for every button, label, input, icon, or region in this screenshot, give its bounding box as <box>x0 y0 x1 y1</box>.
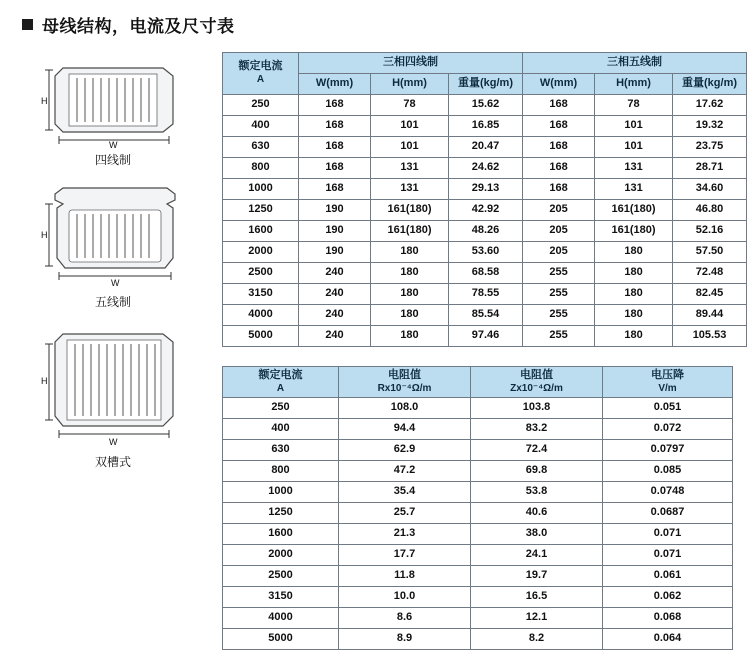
cell-voltage-drop: 0.068 <box>603 608 733 629</box>
cell-current: 1250 <box>223 200 299 221</box>
cell-5w-height: 78 <box>595 95 673 116</box>
page-title <box>0 0 750 37</box>
cell-5w-weight: 89.44 <box>673 305 747 326</box>
cell-current: 2500 <box>223 566 339 587</box>
cell-impedance: 24.1 <box>471 545 603 566</box>
title-marker-icon <box>22 19 33 30</box>
cell-5w-width: 168 <box>523 179 595 200</box>
table-row <box>223 545 733 566</box>
cell-current: 630 <box>223 137 299 158</box>
cell-4w-weight: 42.92 <box>449 200 523 221</box>
cell-current: 1250 <box>223 503 339 524</box>
cell-5w-weight: 34.60 <box>673 179 747 200</box>
five-wire-busbar-diagram <box>23 178 203 290</box>
table-row <box>223 242 747 263</box>
cell-4w-width: 240 <box>299 284 371 305</box>
header-col-4w-height: H(mm) <box>371 74 449 95</box>
cell-impedance: 38.0 <box>471 524 603 545</box>
cell-current: 400 <box>223 116 299 137</box>
header-voltage-drop-unit: V/m <box>658 382 677 394</box>
cell-current: 3150 <box>223 587 339 608</box>
figure-double-groove <box>18 320 208 470</box>
table-row <box>223 419 733 440</box>
cell-5w-width: 255 <box>523 326 595 347</box>
cell-5w-width: 168 <box>523 116 595 137</box>
cell-current: 4000 <box>223 608 339 629</box>
cell-voltage-drop: 0.061 <box>603 566 733 587</box>
cell-4w-width: 240 <box>299 305 371 326</box>
table-row <box>223 326 747 347</box>
cell-4w-weight: 53.60 <box>449 242 523 263</box>
table-row <box>223 158 747 179</box>
header-resistance-unit: Rx10⁻⁴Ω/m <box>377 382 432 394</box>
cell-impedance: 69.8 <box>471 461 603 482</box>
cell-5w-width: 168 <box>523 137 595 158</box>
cell-current: 1000 <box>223 482 339 503</box>
cell-4w-weight: 15.62 <box>449 95 523 116</box>
cell-resistance: 10.0 <box>339 587 471 608</box>
header-rated-current-unit-2: A <box>276 382 285 394</box>
cell-5w-width: 255 <box>523 305 595 326</box>
cell-current: 800 <box>223 461 339 482</box>
cell-4w-height: 101 <box>371 137 449 158</box>
header-resistance: 电阻值 Rx10⁻⁴Ω/m <box>339 367 471 398</box>
cell-resistance: 11.8 <box>339 566 471 587</box>
tables-column <box>222 52 738 650</box>
table-row <box>223 524 733 545</box>
cell-4w-weight: 78.55 <box>449 284 523 305</box>
cell-impedance: 72.4 <box>471 440 603 461</box>
cell-voltage-drop: 0.062 <box>603 587 733 608</box>
cell-current: 1000 <box>223 179 299 200</box>
svg-text:H: H <box>41 230 48 240</box>
dimensions-table-header-row-2 <box>223 74 747 95</box>
cell-current: 800 <box>223 158 299 179</box>
table-row <box>223 461 733 482</box>
cell-current: 2500 <box>223 263 299 284</box>
cell-4w-width: 190 <box>299 242 371 263</box>
cell-4w-height: 180 <box>371 284 449 305</box>
cell-4w-weight: 48.26 <box>449 221 523 242</box>
cell-impedance: 8.2 <box>471 629 603 650</box>
cell-voltage-drop: 0.085 <box>603 461 733 482</box>
cell-4w-width: 168 <box>299 116 371 137</box>
cell-current: 3150 <box>223 284 299 305</box>
cell-5w-weight: 46.80 <box>673 200 747 221</box>
cell-impedance: 40.6 <box>471 503 603 524</box>
dimensions-table-body <box>223 95 747 347</box>
cell-resistance: 8.9 <box>339 629 471 650</box>
cell-current: 5000 <box>223 326 299 347</box>
table-row <box>223 566 733 587</box>
header-col-4w-weight: 重量(kg/m) <box>449 74 523 95</box>
header-col-5w-weight: 重量(kg/m) <box>673 74 747 95</box>
header-group-four-wire: 三相四线制 <box>299 53 523 74</box>
cell-impedance: 83.2 <box>471 419 603 440</box>
cell-voltage-drop: 0.0748 <box>603 482 733 503</box>
cell-5w-width: 168 <box>523 158 595 179</box>
cell-voltage-drop: 0.064 <box>603 629 733 650</box>
cell-4w-weight: 29.13 <box>449 179 523 200</box>
header-rated-current-unit: A <box>256 74 265 86</box>
cell-4w-height: 101 <box>371 116 449 137</box>
figure-double-groove-caption: 双槽式 <box>94 455 131 469</box>
cell-5w-weight: 105.53 <box>673 326 747 347</box>
cell-resistance: 17.7 <box>339 545 471 566</box>
table-row <box>223 116 747 137</box>
cell-5w-width: 205 <box>523 242 595 263</box>
cell-4w-height: 180 <box>371 305 449 326</box>
table-row <box>223 221 747 242</box>
cell-4w-weight: 24.62 <box>449 158 523 179</box>
svg-text:W: W <box>111 278 120 288</box>
cell-5w-height: 131 <box>595 179 673 200</box>
header-rated-current: 额定电流 A <box>223 53 299 95</box>
cell-5w-weight: 82.45 <box>673 284 747 305</box>
cell-4w-height: 131 <box>371 179 449 200</box>
cell-4w-height: 131 <box>371 158 449 179</box>
cell-4w-width: 190 <box>299 221 371 242</box>
page-title-text: 母线结构，电流及尺寸表 <box>42 17 235 36</box>
cell-5w-height: 180 <box>595 305 673 326</box>
header-col-5w-height: H(mm) <box>595 74 673 95</box>
cell-4w-weight: 97.46 <box>449 326 523 347</box>
cell-4w-height: 180 <box>371 263 449 284</box>
cell-voltage-drop: 0.051 <box>603 398 733 419</box>
cell-4w-width: 168 <box>299 95 371 116</box>
figure-five-wire <box>18 178 208 310</box>
cell-5w-height: 101 <box>595 137 673 158</box>
cell-4w-weight: 20.47 <box>449 137 523 158</box>
cell-5w-height: 180 <box>595 242 673 263</box>
cell-voltage-drop: 0.0687 <box>603 503 733 524</box>
dimensions-table-header-row-1 <box>223 53 747 74</box>
dimensions-table <box>222 52 747 347</box>
cell-resistance: 62.9 <box>339 440 471 461</box>
table-row <box>223 200 747 221</box>
figure-four-wire <box>18 48 208 168</box>
cell-current: 1600 <box>223 524 339 545</box>
cell-current: 2000 <box>223 242 299 263</box>
header-col-5w-width: W(mm) <box>523 74 595 95</box>
table-row <box>223 440 733 461</box>
cell-resistance: 47.2 <box>339 461 471 482</box>
cell-5w-width: 255 <box>523 263 595 284</box>
cell-resistance: 25.7 <box>339 503 471 524</box>
cell-current: 250 <box>223 95 299 116</box>
cell-5w-weight: 52.16 <box>673 221 747 242</box>
table-row <box>223 137 747 158</box>
table-row <box>223 503 733 524</box>
cell-resistance: 35.4 <box>339 482 471 503</box>
table-spacer <box>222 347 732 366</box>
cell-voltage-drop: 0.071 <box>603 524 733 545</box>
header-rated-current-2: 额定电流 A <box>223 367 339 398</box>
cell-5w-width: 205 <box>523 200 595 221</box>
cell-current: 1600 <box>223 221 299 242</box>
cell-resistance: 94.4 <box>339 419 471 440</box>
header-impedance: 电阻值 Zx10⁻⁴Ω/m <box>471 367 603 398</box>
figure-four-wire-caption: 四线制 <box>94 153 131 167</box>
cell-4w-weight: 16.85 <box>449 116 523 137</box>
cell-current: 4000 <box>223 305 299 326</box>
header-impedance-unit: Zx10⁻⁴Ω/m <box>510 382 563 394</box>
table-row <box>223 482 733 503</box>
cell-5w-width: 205 <box>523 221 595 242</box>
cell-5w-height: 101 <box>595 116 673 137</box>
cell-4w-height: 180 <box>371 242 449 263</box>
double-groove-busbar-diagram <box>23 320 203 450</box>
cell-4w-width: 190 <box>299 200 371 221</box>
cell-impedance: 19.7 <box>471 566 603 587</box>
cell-current: 2000 <box>223 545 339 566</box>
table-row <box>223 179 747 200</box>
cell-5w-weight: 72.48 <box>673 263 747 284</box>
cell-5w-height: 161(180) <box>595 200 673 221</box>
table-row <box>223 398 733 419</box>
cell-5w-height: 180 <box>595 326 673 347</box>
table-row <box>223 263 747 284</box>
four-wire-busbar-diagram <box>23 48 203 148</box>
cell-5w-width: 168 <box>523 95 595 116</box>
cell-impedance: 103.8 <box>471 398 603 419</box>
svg-text:H: H <box>41 96 48 106</box>
cell-5w-weight: 17.62 <box>673 95 747 116</box>
table-row <box>223 629 733 650</box>
figure-column <box>18 48 208 480</box>
cell-current: 250 <box>223 398 339 419</box>
table-row <box>223 284 747 305</box>
svg-text:W: W <box>109 437 118 447</box>
electrical-table-body <box>223 398 733 650</box>
cell-5w-height: 131 <box>595 158 673 179</box>
cell-4w-width: 168 <box>299 179 371 200</box>
svg-text:H: H <box>41 376 48 386</box>
header-col-4w-width: W(mm) <box>299 74 371 95</box>
cell-voltage-drop: 0.072 <box>603 419 733 440</box>
cell-5w-weight: 23.75 <box>673 137 747 158</box>
cell-4w-height: 180 <box>371 326 449 347</box>
cell-5w-height: 180 <box>595 263 673 284</box>
electrical-table <box>222 366 733 650</box>
header-group-five-wire: 三相五线制 <box>523 53 747 74</box>
cell-5w-width: 255 <box>523 284 595 305</box>
cell-5w-weight: 19.32 <box>673 116 747 137</box>
cell-resistance: 21.3 <box>339 524 471 545</box>
svg-text:W: W <box>109 140 118 148</box>
figure-five-wire-caption: 五线制 <box>94 295 131 309</box>
cell-5w-height: 180 <box>595 284 673 305</box>
cell-4w-height: 161(180) <box>371 200 449 221</box>
cell-4w-weight: 85.54 <box>449 305 523 326</box>
cell-4w-height: 161(180) <box>371 221 449 242</box>
cell-voltage-drop: 0.0797 <box>603 440 733 461</box>
cell-4w-width: 168 <box>299 137 371 158</box>
header-voltage-drop: 电压降 V/m <box>603 367 733 398</box>
table-row <box>223 305 747 326</box>
cell-voltage-drop: 0.071 <box>603 545 733 566</box>
cell-4w-weight: 68.58 <box>449 263 523 284</box>
electrical-table-header-row <box>223 367 733 398</box>
cell-current: 630 <box>223 440 339 461</box>
cell-impedance: 12.1 <box>471 608 603 629</box>
cell-5w-weight: 28.71 <box>673 158 747 179</box>
cell-4w-width: 168 <box>299 158 371 179</box>
cell-resistance: 8.6 <box>339 608 471 629</box>
cell-current: 5000 <box>223 629 339 650</box>
cell-5w-height: 161(180) <box>595 221 673 242</box>
cell-current: 400 <box>223 419 339 440</box>
cell-4w-width: 240 <box>299 326 371 347</box>
cell-resistance: 108.0 <box>339 398 471 419</box>
cell-4w-width: 240 <box>299 263 371 284</box>
cell-impedance: 53.8 <box>471 482 603 503</box>
cell-impedance: 16.5 <box>471 587 603 608</box>
cell-5w-weight: 57.50 <box>673 242 747 263</box>
table-row <box>223 95 747 116</box>
table-row <box>223 608 733 629</box>
table-row <box>223 587 733 608</box>
cell-4w-height: 78 <box>371 95 449 116</box>
